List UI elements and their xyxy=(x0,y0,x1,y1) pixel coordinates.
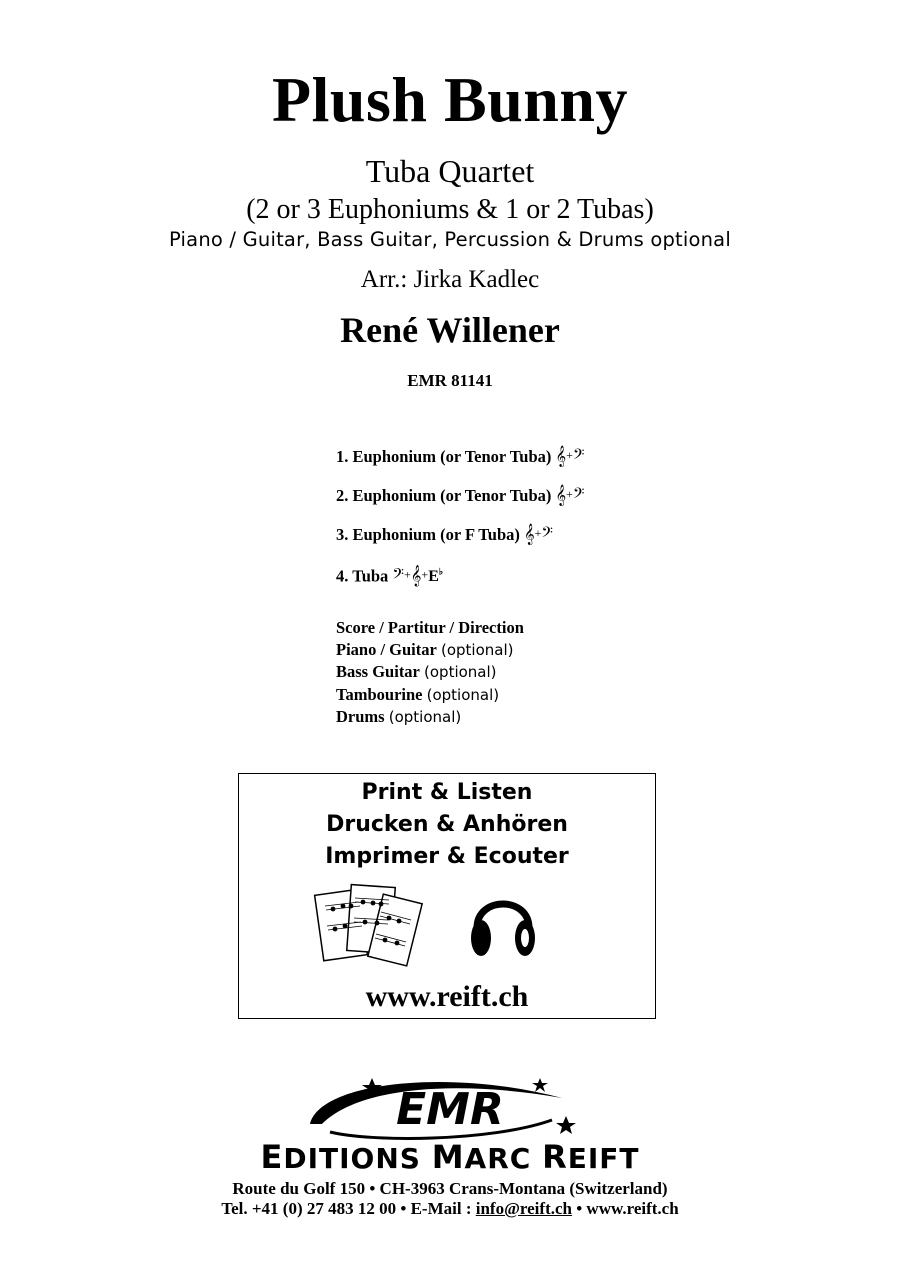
part-1: 1. Euphonium (or Tenor Tuba) 𝄞+𝄢 xyxy=(336,446,585,467)
publisher-address: Route du Golf 150 • CH-3963 Crans-Montana (Switzerland) xyxy=(232,1179,668,1198)
arranger: Arr.: Jirka Kadlec xyxy=(360,266,540,293)
treble-clef-icon: 𝄞 xyxy=(555,446,567,467)
treble-clef-icon: 𝄞 xyxy=(555,485,567,506)
score-item: Bass Guitar (optional) xyxy=(336,662,497,681)
score-item: Piano / Guitar (optional) xyxy=(336,640,514,659)
score-item: Tambourine (optional) xyxy=(336,685,500,704)
score-item: Score / Partitur / Direction xyxy=(336,618,524,637)
bass-clef-icon: 𝄢 xyxy=(541,524,553,545)
treble-clef-icon: 𝄞 xyxy=(410,565,422,587)
bass-clef-icon: 𝄢 xyxy=(392,565,404,587)
title: Plush Bunny xyxy=(272,64,628,135)
treble-clef-icon: 𝄞 xyxy=(524,524,535,545)
promo-line-en: Print & Listen xyxy=(361,780,533,805)
subtitle: Tuba Quartet xyxy=(365,153,535,189)
score-item: Drums (optional) xyxy=(336,707,462,726)
part-label: 4. Tuba xyxy=(336,566,389,586)
logo-text: EMR xyxy=(396,1084,504,1135)
part-label: 3. Euphonium (or F Tuba) xyxy=(336,525,520,544)
optional-instruments: Piano / Guitar, Bass Guitar, Percussion & Drums optional xyxy=(169,228,731,251)
print-and-listen-box xyxy=(238,773,656,1019)
email-link[interactable]: info@reift.ch xyxy=(475,1199,572,1218)
part-label: 2. Euphonium (or Tenor Tuba) xyxy=(336,486,552,505)
emr-logo xyxy=(300,1072,600,1142)
publisher-name: EDITIONS MARC REIFT xyxy=(260,1138,640,1176)
catalog-number: EMR 81141 xyxy=(407,371,493,390)
flat-icon: ♭ xyxy=(438,567,444,577)
publisher-contact: Tel. +41 (0) 27 483 12 00 • E-Mail : info@reift.ch • www.reift.ch xyxy=(221,1199,679,1218)
part-4: 4. Tuba 𝄢+𝄞+E♭ xyxy=(336,565,444,587)
website-url[interactable]: www.reift.ch xyxy=(365,980,529,1013)
promo-line-de: Drucken & Anhören xyxy=(326,812,568,837)
sheet-music-icon xyxy=(313,882,425,974)
part-2: 2. Euphonium (or Tenor Tuba) 𝄞+𝄢 xyxy=(336,485,585,506)
promo-line-fr: Imprimer & Ecouter xyxy=(325,844,569,869)
instrumentation: (2 or 3 Euphoniums & 1 or 2 Tubas) xyxy=(246,194,654,225)
part-label: 1. Euphonium (or Tenor Tuba) xyxy=(336,447,552,466)
e-flat-label: E♭ xyxy=(428,567,444,586)
bass-clef-icon: 𝄢 xyxy=(572,446,585,467)
headphones-icon xyxy=(467,882,539,962)
part-3: 3. Euphonium (or F Tuba) 𝄞+𝄢 xyxy=(336,524,553,545)
composer: René Willener xyxy=(340,310,560,350)
bass-clef-icon: 𝄢 xyxy=(572,485,585,506)
